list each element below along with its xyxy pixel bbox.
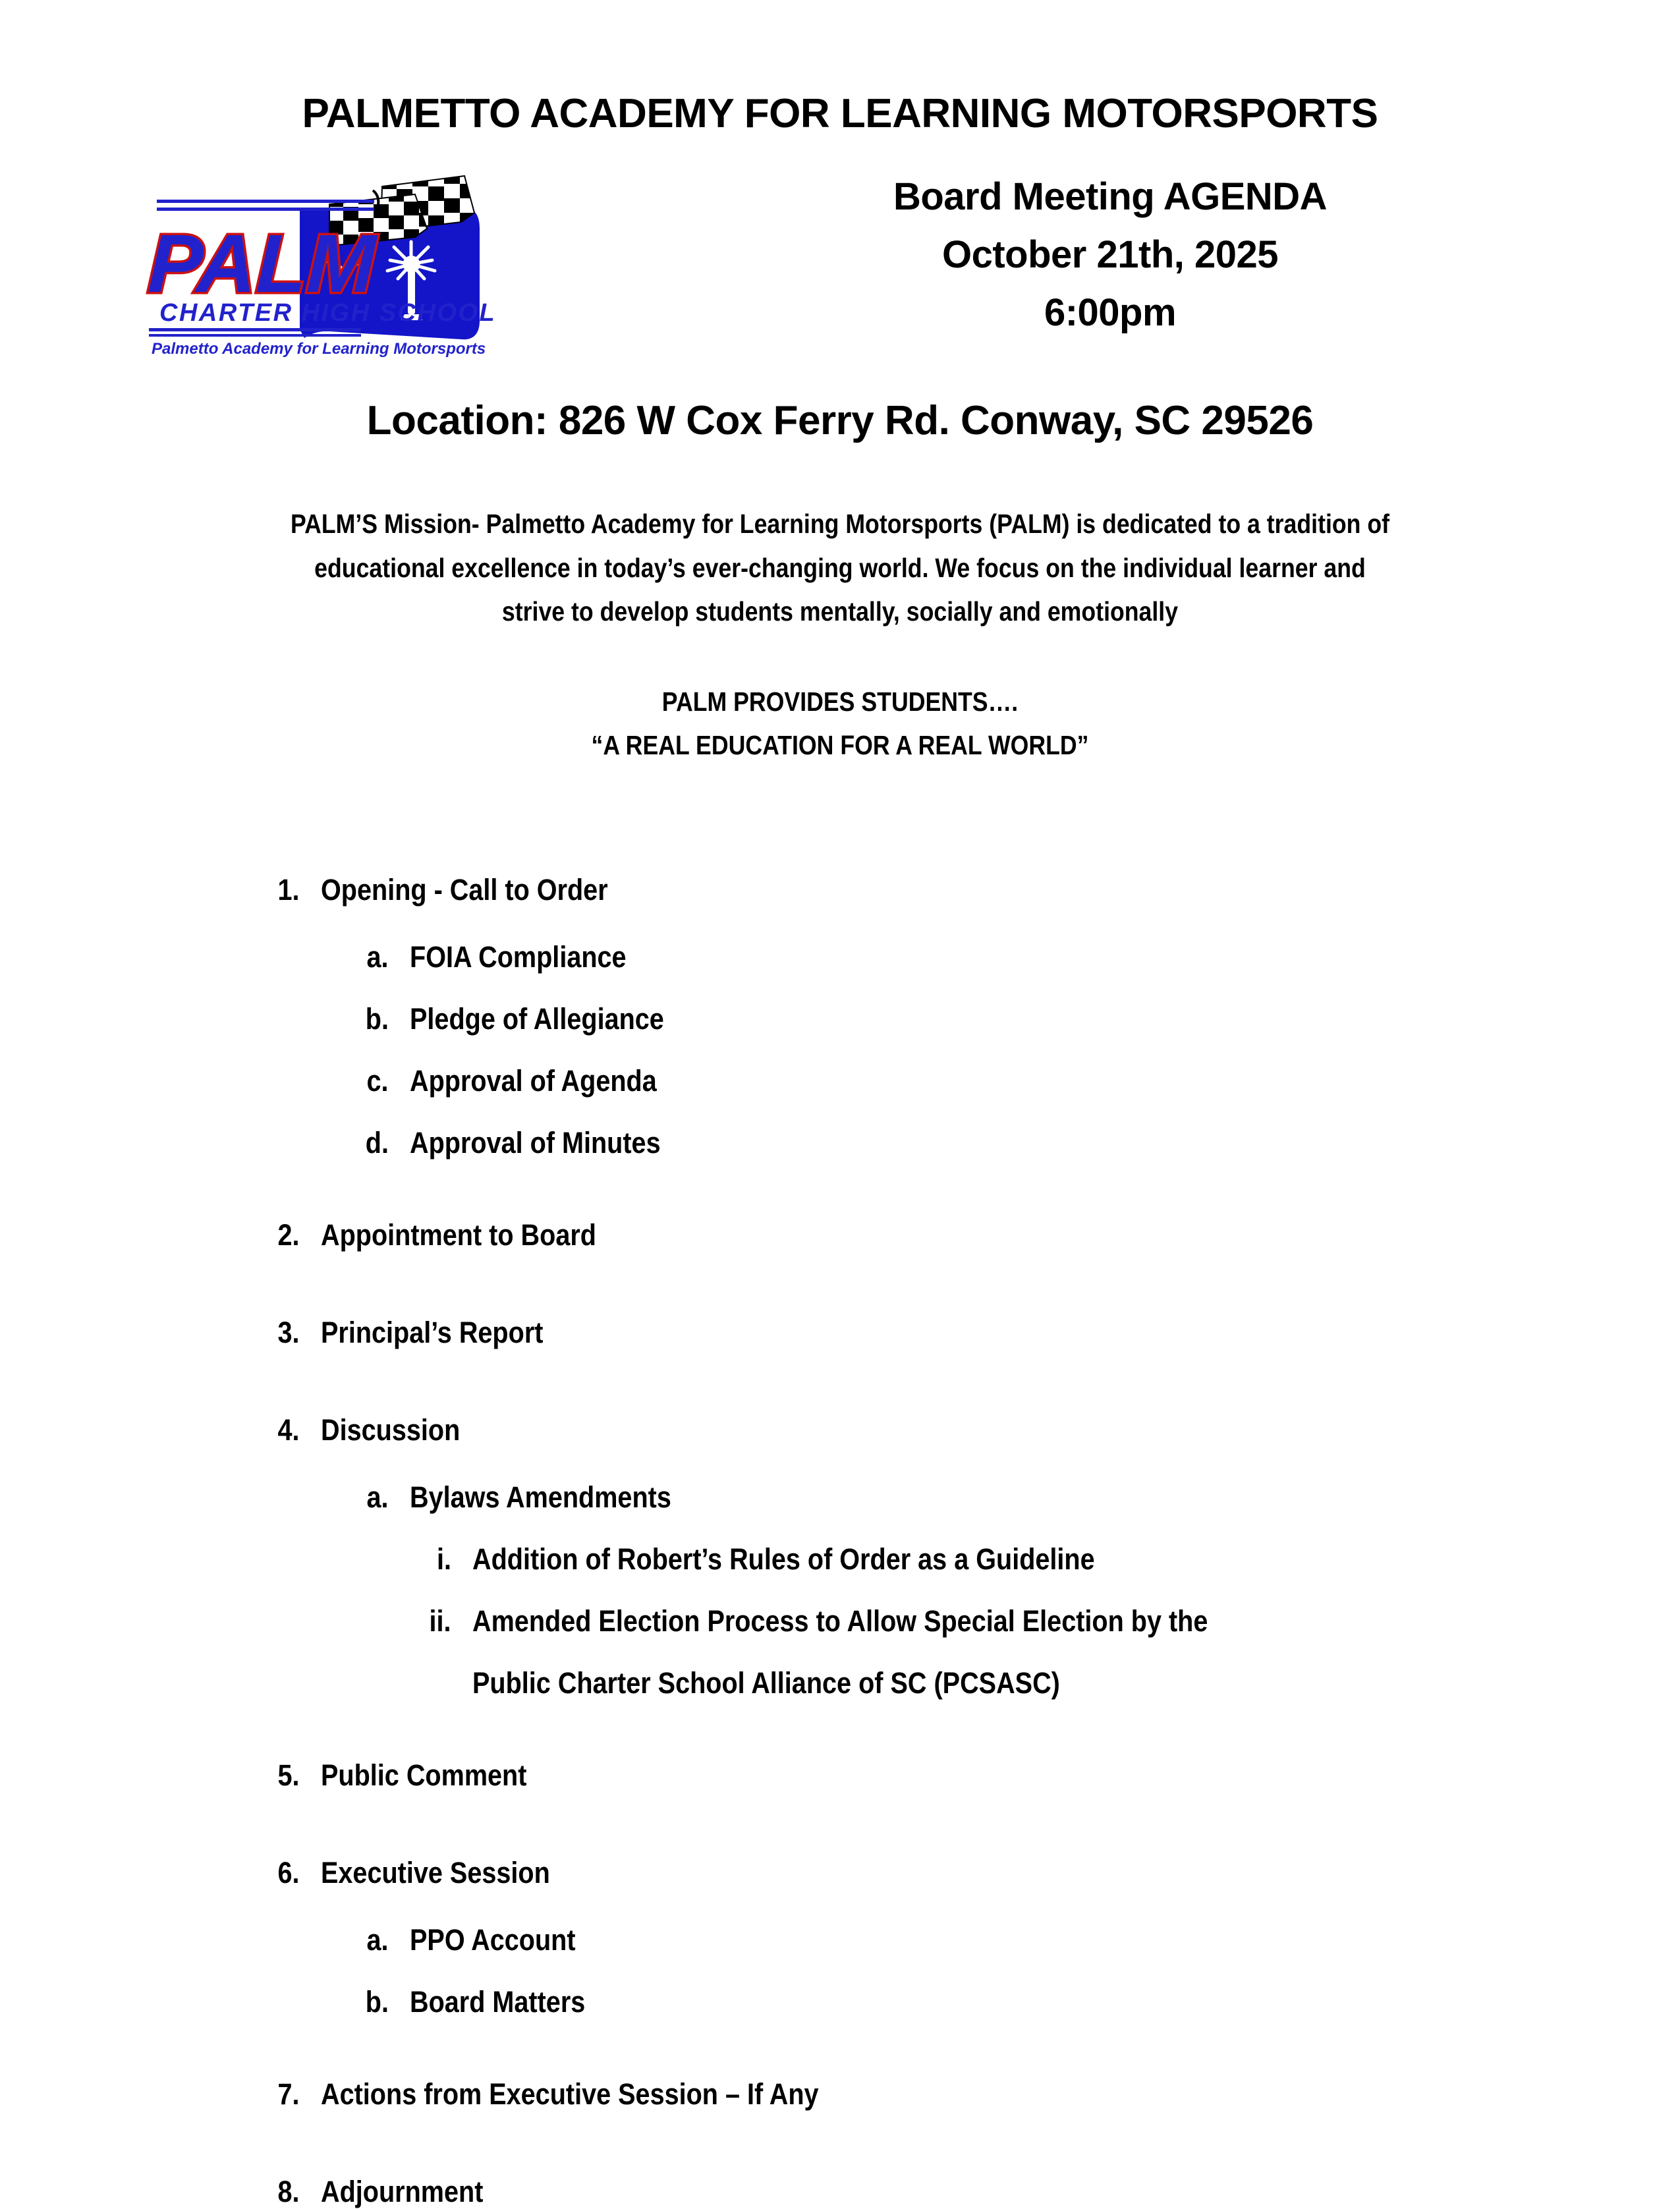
meeting-details [725, 161, 1680, 342]
meeting-time-line [725, 284, 1496, 342]
spacer-7 [0, 2144, 1680, 2175]
agenda-item-4a-ii-marker: ii. [429, 1604, 451, 1638]
agenda-item-5-marker: 5. [277, 1758, 300, 1792]
location-text: Location: 826 W Cox Ferry Rd. Conway, SC 29526 [366, 398, 1314, 444]
spacer-2 [0, 1285, 1680, 1316]
agenda-item-5 [0, 1758, 1680, 1793]
palm-logo-svg [132, 168, 593, 359]
agenda-item-8 [0, 2175, 1680, 2209]
agenda-item-4a-ii-continuation: Public Charter School Alliance of SC (PCSASC) [472, 1665, 1060, 1700]
agenda-item-8-marker: 8. [277, 2174, 300, 2208]
agenda-item-6b [0, 1985, 1680, 2019]
meeting-time-text: 6:00pm [1044, 291, 1177, 335]
agenda-item-6a-marker: a. [366, 1922, 389, 1957]
spacer-3 [0, 1383, 1680, 1413]
agenda-item-1a-label: FOIA Compliance [410, 939, 627, 974]
meeting-date-text: October 21th, 2025 [942, 233, 1278, 277]
mission-line-1: PALM’S Mission- Palmetto Academy for Learning Motorsports (PALM) is dedicated to a tradition of [290, 509, 1390, 540]
spacer-5 [0, 1826, 1680, 1856]
agenda-item-6 [0, 1856, 1680, 1890]
agenda-item-1d-marker: d. [365, 1125, 389, 1160]
agenda-item-6a [0, 1923, 1680, 1957]
meeting-type-line [725, 168, 1496, 226]
agenda-item-2-label: Appointment to Board [321, 1217, 596, 1252]
agenda-item-4-label: Discussion [321, 1412, 461, 1447]
agenda-item-6a-label: PPO Account [410, 1922, 576, 1957]
logo-wordmark: PALM [146, 218, 378, 310]
mission-line-3: strive to develop students mentally, socially and emotionally [501, 596, 1179, 627]
agenda-item-1b-marker: b. [365, 1001, 389, 1036]
agenda-item-1c-label: Approval of Agenda [410, 1063, 657, 1098]
agenda-list [0, 768, 1680, 2209]
agenda-item-3-label: Principal’s Report [321, 1315, 544, 1349]
agenda-item-4 [0, 1413, 1680, 1447]
agenda-item-7 [0, 2077, 1680, 2111]
agenda-item-4a-ii [0, 1604, 1680, 1638]
agenda-item-3 [0, 1316, 1680, 1350]
agenda-item-8-label: Adjournment [321, 2174, 484, 2208]
agenda-item-4a-marker: a. [366, 1480, 389, 1514]
spacer-6 [0, 2047, 1680, 2077]
agenda-item-1c-marker: c. [366, 1063, 389, 1098]
agenda-item-1b [0, 1002, 1680, 1036]
agenda-item-1c [0, 1064, 1680, 1098]
meeting-date-line [725, 226, 1496, 284]
agenda-item-1d [0, 1126, 1680, 1160]
mission-line-2: educational excellence in today’s ever-changing world. We focus on the individual learner and [314, 552, 1366, 583]
logo-tagline: Palmetto Academy for Learning Motorsports [152, 340, 486, 358]
agenda-item-1-label: Opening - Call to Order [321, 872, 608, 907]
agenda-item-6b-label: Board Matters [410, 1984, 586, 2019]
agenda-item-4a-i-marker: i. [436, 1542, 451, 1576]
agenda-item-6b-marker: b. [365, 1984, 389, 2019]
logo-column [0, 161, 725, 359]
agenda-item-2-marker: 2. [277, 1217, 300, 1252]
page-title [0, 0, 1680, 135]
agenda-item-4a-label: Bylaws Amendments [410, 1480, 671, 1514]
agenda-item-4a-i [0, 1542, 1680, 1577]
location-line [0, 359, 1680, 444]
palm-logo [132, 168, 593, 359]
agenda-item-6-label: Executive Session [321, 1855, 550, 1889]
agenda-item-1-marker: 1. [277, 872, 300, 907]
agenda-item-4a-i-label: Addition of Robert’s Rules of Order as a Guideline [472, 1542, 1095, 1576]
agenda-item-1b-label: Pledge of Allegiance [410, 1001, 664, 1036]
agenda-item-1a [0, 940, 1680, 974]
provides-line-2: “A REAL EDUCATION FOR A REAL WORLD” [591, 729, 1089, 760]
agenda-item-1d-label: Approval of Minutes [410, 1125, 661, 1160]
agenda-item-1a-marker: a. [366, 939, 389, 974]
spacer-1 [0, 1188, 1680, 1218]
logo-subtitle: CHARTER HIGH SCHOOL [159, 299, 497, 327]
agenda-item-4a [0, 1480, 1680, 1515]
agenda-item-6-marker: 6. [277, 1855, 300, 1889]
agenda-item-5-label: Public Comment [321, 1758, 527, 1792]
agenda-item-3-marker: 3. [277, 1315, 300, 1349]
agenda-item-4a-ii-label: Amended Election Process to Allow Special Election by the [472, 1604, 1208, 1638]
agenda-item-4-marker: 4. [277, 1412, 300, 1447]
agenda-item-2 [0, 1218, 1680, 1252]
spacer-4 [0, 1728, 1680, 1758]
agenda-item-1 [0, 873, 1680, 907]
agenda-item-7-marker: 7. [277, 2077, 300, 2111]
agenda-item-7-label: Actions from Executive Session – If Any [321, 2077, 819, 2111]
header-band [0, 135, 1680, 359]
provides-line-1: PALM PROVIDES STUDENTS…. [661, 686, 1019, 717]
provides-statement [0, 633, 1680, 767]
org-title-text: PALMETTO ACADEMY FOR LEARNING MOTORSPORTS [302, 91, 1378, 136]
meeting-type-text: Board Meeting AGENDA [893, 175, 1328, 219]
mission-statement [0, 444, 1680, 633]
